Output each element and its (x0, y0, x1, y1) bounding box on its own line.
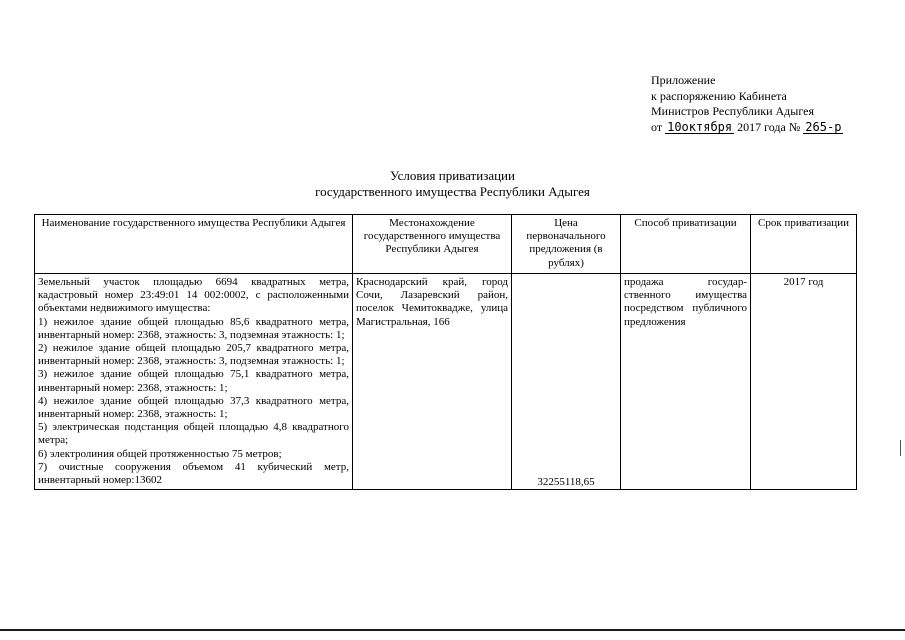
price-value: 32255118,65 (537, 476, 595, 489)
list-item: 4) нежилое здание общей площадью 37,3 квадратного метра, инвентарный номер: 2368, этажность: 1; (38, 394, 349, 421)
list-item: 7) очистные сооружения объемом 41 кубический метр, инвентарный номер:13602 (38, 460, 349, 487)
header-method: Способ приватизации (621, 215, 751, 274)
table-header-row (35, 215, 857, 274)
list-item: 3) нежилое здание общей площадью 75,1 квадратного метра, инвентарный номер: 2368, этажность: 1; (38, 368, 349, 394)
header-location: Местонахождение государственного имущества Республики Адыгея (353, 215, 512, 274)
header-price: Цена первоначального предложения (в рублях) (512, 215, 621, 274)
scan-bottom-edge (0, 629, 905, 631)
date-suffix: 2017 года № (737, 119, 801, 134)
list-item: 1) нежилое здание общей площадью 85,6 квадратного метра, инвентарный номер: 2368, этажность: 3, подземная этажность: 1; (38, 315, 349, 341)
header-term: Срок приватизации (751, 215, 857, 274)
appendix-line-1: Приложение (651, 73, 716, 87)
privatization-table (34, 214, 857, 490)
appendix-block (651, 73, 843, 135)
order-number: 265-р (805, 119, 842, 134)
header-name: Наименование государственного имущества Республики Адыгея (35, 215, 353, 274)
cell-location: Краснодарский край, город Сочи, Лазаревский район, поселок Чемитокваджe, улица Магистральная, 166 (353, 274, 512, 490)
cell-method: продажа государственного имущества посредством публичного предложения (621, 274, 751, 490)
list-item: 5) электрическая подстанция общей площадью 4,8 квадратного метра; (38, 421, 349, 447)
table-row (35, 274, 857, 490)
title-line-2: государственного имущества Республики Адыгея (315, 184, 590, 199)
date-day: 10октября (667, 119, 733, 134)
list-item: 2) нежилое здание общей площадью 205,7 квадратного метра, инвентарный номер: 2368, этажность: 3, подземная этажность: 1; (38, 342, 349, 368)
appendix-date-line (651, 120, 843, 136)
cell-name (35, 274, 353, 490)
appendix-line-2: к распоряжению Кабинета (651, 88, 787, 103)
scan-margin-mark (900, 440, 901, 456)
appendix-line-3: Министров Республики Адыгея (651, 104, 814, 118)
name-intro: Земельный участок площадью 6694 квадратных метра, кадастровый номер 23:49:01 14 002:0002, с расположенными объектами недвижимого имущества: (38, 276, 349, 315)
title-line-1: Условия приватизации (390, 168, 515, 183)
cell-price (512, 274, 621, 490)
cell-term: 2017 год (751, 274, 857, 490)
document-title (0, 168, 905, 200)
list-item: 6) электролиния общей протяженностью 75 метров; (38, 447, 282, 460)
date-prefix: от (651, 119, 663, 134)
